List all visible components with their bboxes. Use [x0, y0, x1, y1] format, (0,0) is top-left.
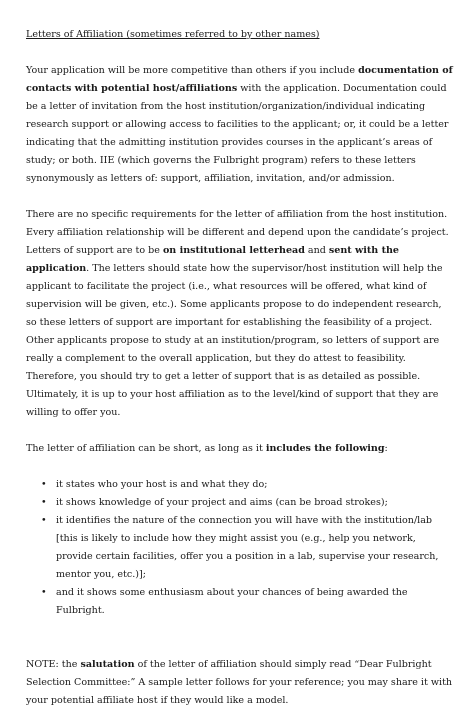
text-run: of the letter of affiliation should simply read “Dear Fulbright Selection Committee:” A sample letter follows for your reference; you may share it with your potential affiliate host if they would like a model.: [26, 659, 453, 706]
bold-text-run: on institutional letterhead: [162, 245, 305, 256]
list-item-text: it shows knowledge of your project and aims (can be broad strokes);: [56, 497, 388, 508]
text-run: with the application. Documentation could be a letter of invitation from the host institution/organization/individual indicating research support or allowing access to facilities to the applicant; or, it could be a letter indicating that the admitting institution provides courses in the applicant’s areas of study; or both. IIE (which governs the Fulbright program) refers to these letters synonymously as letters of: support, affiliation, invitation, and/or admission.: [26, 83, 449, 184]
spacer: [26, 620, 454, 656]
list-item: [26, 476, 454, 494]
paragraph-includes: [26, 440, 454, 458]
bullet-icon: •: [41, 587, 47, 598]
text-run: . The letters should state how the supervisor/host institution will help the applicant to facilitate the project (i.e., what resources will be offered, what kind of supervision will be given, etc.). Some applicants propose to do independent research, so these letters of support are important for establishing the feasibility of a project. Other applicants propose to study at an institution/program, so letters of support are really a complement to the overall application, but they do attest to feasibility. Therefore, you should try to get a letter of support that is as detailed as possible. Ultimately, it is up to your host affiliation as to the level/kind of support that they are willing to offer you.: [26, 263, 443, 418]
text-run: NOTE: the: [26, 659, 81, 670]
text-run: :: [384, 443, 388, 454]
list-item-text: it states who your host is and what they do;: [56, 479, 268, 490]
text-run: There are no specific requirements for the letter of affiliation from the host institution. Every affiliation relationship will be different and depend upon the candidate’s project. Letters of support are to be: [26, 209, 449, 256]
text-run: The letter of affiliation can be short, as long as it: [26, 443, 266, 454]
bold-text-run: salutation: [80, 659, 135, 670]
spacer: [26, 44, 454, 62]
text-run: Your application will be more competitive than others if you include: [26, 65, 359, 76]
bold-text-run: sent with the application: [26, 245, 399, 274]
list-item: [26, 494, 454, 512]
paragraph-note: [26, 656, 454, 710]
list-item-text: and it shows some enthusiasm about your chances of being awarded the Fulbright.: [56, 587, 408, 616]
paragraph-competitive-application: [26, 62, 454, 188]
list-item: [26, 512, 454, 584]
list-item: [26, 584, 454, 620]
spacer: [26, 188, 454, 206]
page-heading: Letters of Affiliation (sometimes referred to by other names): [26, 29, 320, 40]
paragraph-requirements: [26, 206, 454, 422]
spacer: [26, 458, 454, 476]
list-item-text: it identifies the nature of the connection you will have with the institution/lab [this is likely to include how they might assist you (e.g., help you network, provide certain facilities, offer you a position in a lab, supervise your research, mentor you, etc.)];: [56, 515, 439, 580]
bullet-icon: •: [41, 479, 47, 490]
document-page: [26, 26, 454, 710]
bold-text-run: includes the following: [265, 443, 385, 454]
requirements-list: [26, 476, 454, 620]
bold-text-run: documentation of contacts with potential host/affiliations: [26, 65, 453, 94]
text-run: and: [304, 245, 329, 256]
bullet-icon: •: [41, 497, 47, 508]
bullet-icon: •: [41, 515, 47, 526]
spacer: [26, 422, 454, 440]
